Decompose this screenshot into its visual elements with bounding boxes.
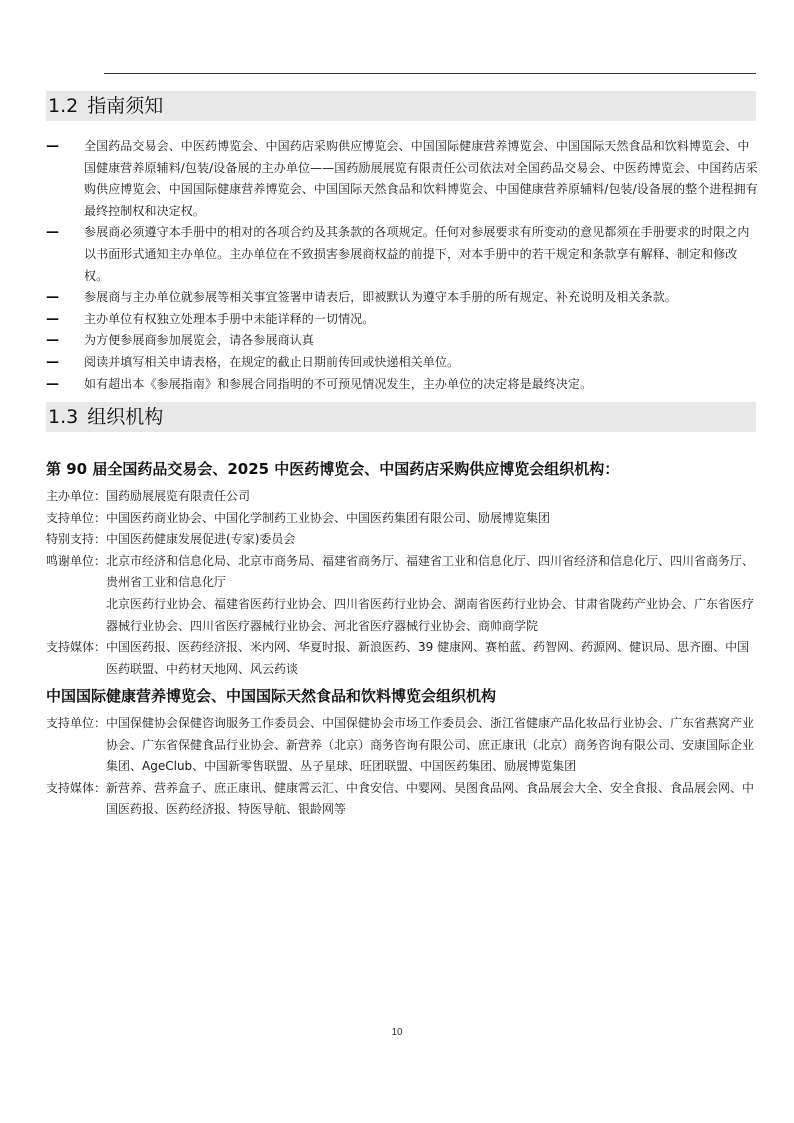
org-row-special-support <box>46 529 758 551</box>
bullet-dash: — <box>46 333 59 349</box>
org-value-line: 国药励展展览有限责任公司 <box>106 489 251 503</box>
bullet-dash: — <box>46 225 59 241</box>
org-row-support <box>46 713 758 778</box>
org-value <box>106 486 758 508</box>
org-section-title: 第 90 届全国药品交易会、2025 中医药博览会、中国药店采购供应博览会组织机构： <box>46 460 620 478</box>
org-label: 支持单位： <box>46 716 107 730</box>
org-row-host <box>46 486 758 508</box>
list-item <box>46 222 758 287</box>
bullet-dash: — <box>46 290 59 306</box>
section-number: 1.3 <box>48 406 79 428</box>
org-value <box>106 713 758 778</box>
section-title: 指南须知 <box>87 95 164 117</box>
org-label: 支持媒体： <box>46 640 107 655</box>
org-section-title: 中国国际健康营养博览会、中国国际天然食品和饮料博览会组织机构 <box>46 687 497 705</box>
bullet-dash: — <box>46 376 59 392</box>
org-label: 特别支持： <box>46 532 107 547</box>
org-row-media <box>46 778 758 821</box>
org-row-media <box>46 637 758 680</box>
org-value-line: 北京医药行业协会、福建省医药行业协会、四川省医药行业协会、湖南省医药行业协会、甘肃省陇药产业协会、广东省医疗器械行业协会、四川省医疗器械行业协会、河北省医疗器械行业协会、商帅商学院 <box>106 596 755 633</box>
org-label: 支持媒体： <box>46 780 107 795</box>
org-label: 支持单位： <box>46 510 107 525</box>
list-item-text: 阅读并填写相关申请表格，在规定的截止日期前传回或快递相关单位。 <box>84 354 460 369</box>
org-value-line: 中国保健协会保健咨询服务工作委员会、中国保健协会市场工作委员会、浙江省健康产品化妆品行业协会、广东省燕窝产业协会、广东省保健食品行业协会、新营养（北京）商务咨询有限公司、庶正康讯（北京）商务咨询有限公司、安康国际企业集团、AgeClub、中国新零售联盟、丛子星球、旺团联盟、中国医药集团、励展博览集团 <box>106 716 755 774</box>
org-row-support <box>46 508 758 530</box>
list-item-text: 主办单位有权独立处理本手册中未能详释的一切情况。 <box>84 311 375 326</box>
guide-list <box>46 136 758 395</box>
org-value <box>106 551 758 637</box>
org-value <box>106 778 758 821</box>
section-heading-organization <box>46 402 756 432</box>
org-value-line: 北京市经济和信息化局、北京市商务局、福建省商务厅、福建省工业和信息化厅、四川省经济和信息化厅、四川省商务厅、贵州省工业和信息化厅 <box>106 553 755 590</box>
list-item-text: 为方便参展商参加展览会，请各参展商认真 <box>84 333 314 348</box>
list-item-text: 参展商必须遵守本手册中的相对的各项合约及其条款的各项规定。任何对参展要求有所变动的意见都须在手册要求的时限之内以书面形式通知主办单位。主办单位在不致损害参展商权益的前提下，对本手册中的若干规定和条款享有解释、制定和修改权。 <box>84 225 750 283</box>
list-item <box>46 352 758 374</box>
list-item-text: 参展商与主办单位就参展等相关事宜签署申请表后，即被默认为遵守本手册的所有规定、补充说明及相关条款。 <box>84 290 677 305</box>
org-value-line: 中国医药报、医药经济报、米内网、华夏时报、新浪医药、39 健康网、赛柏蓝、药智网、药源网、健识局、思齐圈、中国医药联盟、中药材天地网、风云药谈 <box>106 640 750 676</box>
org-value-line: 中国医药健康发展促进(专家)委员会 <box>106 532 296 547</box>
list-item-text: 如有超出本《参展指南》和参展合同指明的不可预见情况发生，主办单位的决定将是最终决定。 <box>84 376 593 391</box>
section-number: 1.2 <box>48 95 79 117</box>
section-title: 组织机构 <box>87 406 164 428</box>
org-value <box>106 637 758 680</box>
section-heading-guide <box>46 91 756 121</box>
bullet-dash: — <box>46 311 59 327</box>
bullet-dash: — <box>46 139 59 154</box>
list-item <box>46 287 758 309</box>
org-value-line: 新营养、营养盒子、庶正康讯、健康霄云汇、中食安信、中婴网、昊图食品网、食品展会大全、安全食报、食品展会网、中国医药报、医药经济报、特医导航、银龄网等 <box>106 780 755 817</box>
org-section-nutrition <box>46 685 758 821</box>
header-rule <box>104 73 756 74</box>
org-value <box>106 529 758 551</box>
list-item <box>46 374 758 396</box>
list-item-text: 全国药品交易会、中医药博览会、中国药店采购供应博览会、中国国际健康营养博览会、中国国际天然食品和饮料博览会、中国健康营养原辅料/包装/设备展的主办单位——国药励展展览有限责任公司依法对全国药品交易会、中医药博览会、中国药店采购供应博览会、中国国际健康营养博览会、中国国际天然食品和饮料博览会、中国健康营养原辅料/包装/设备展的整个进程拥有最终控制权和决定权。 <box>84 139 758 218</box>
org-value <box>106 508 758 530</box>
org-label: 鸣谢单位： <box>46 553 107 568</box>
page-number: 10 <box>391 1027 403 1038</box>
org-value-line: 中国医药商业协会、中国化学制药工业协会、中国医药集团有限公司、励展博览集团 <box>106 510 551 525</box>
list-item <box>46 330 758 352</box>
org-section-pharma <box>46 458 758 680</box>
org-row-acknowledgement <box>46 551 758 637</box>
bullet-dash: — <box>46 354 59 370</box>
list-item <box>46 136 758 222</box>
org-label: 主办单位： <box>46 489 107 503</box>
list-item <box>46 309 758 331</box>
